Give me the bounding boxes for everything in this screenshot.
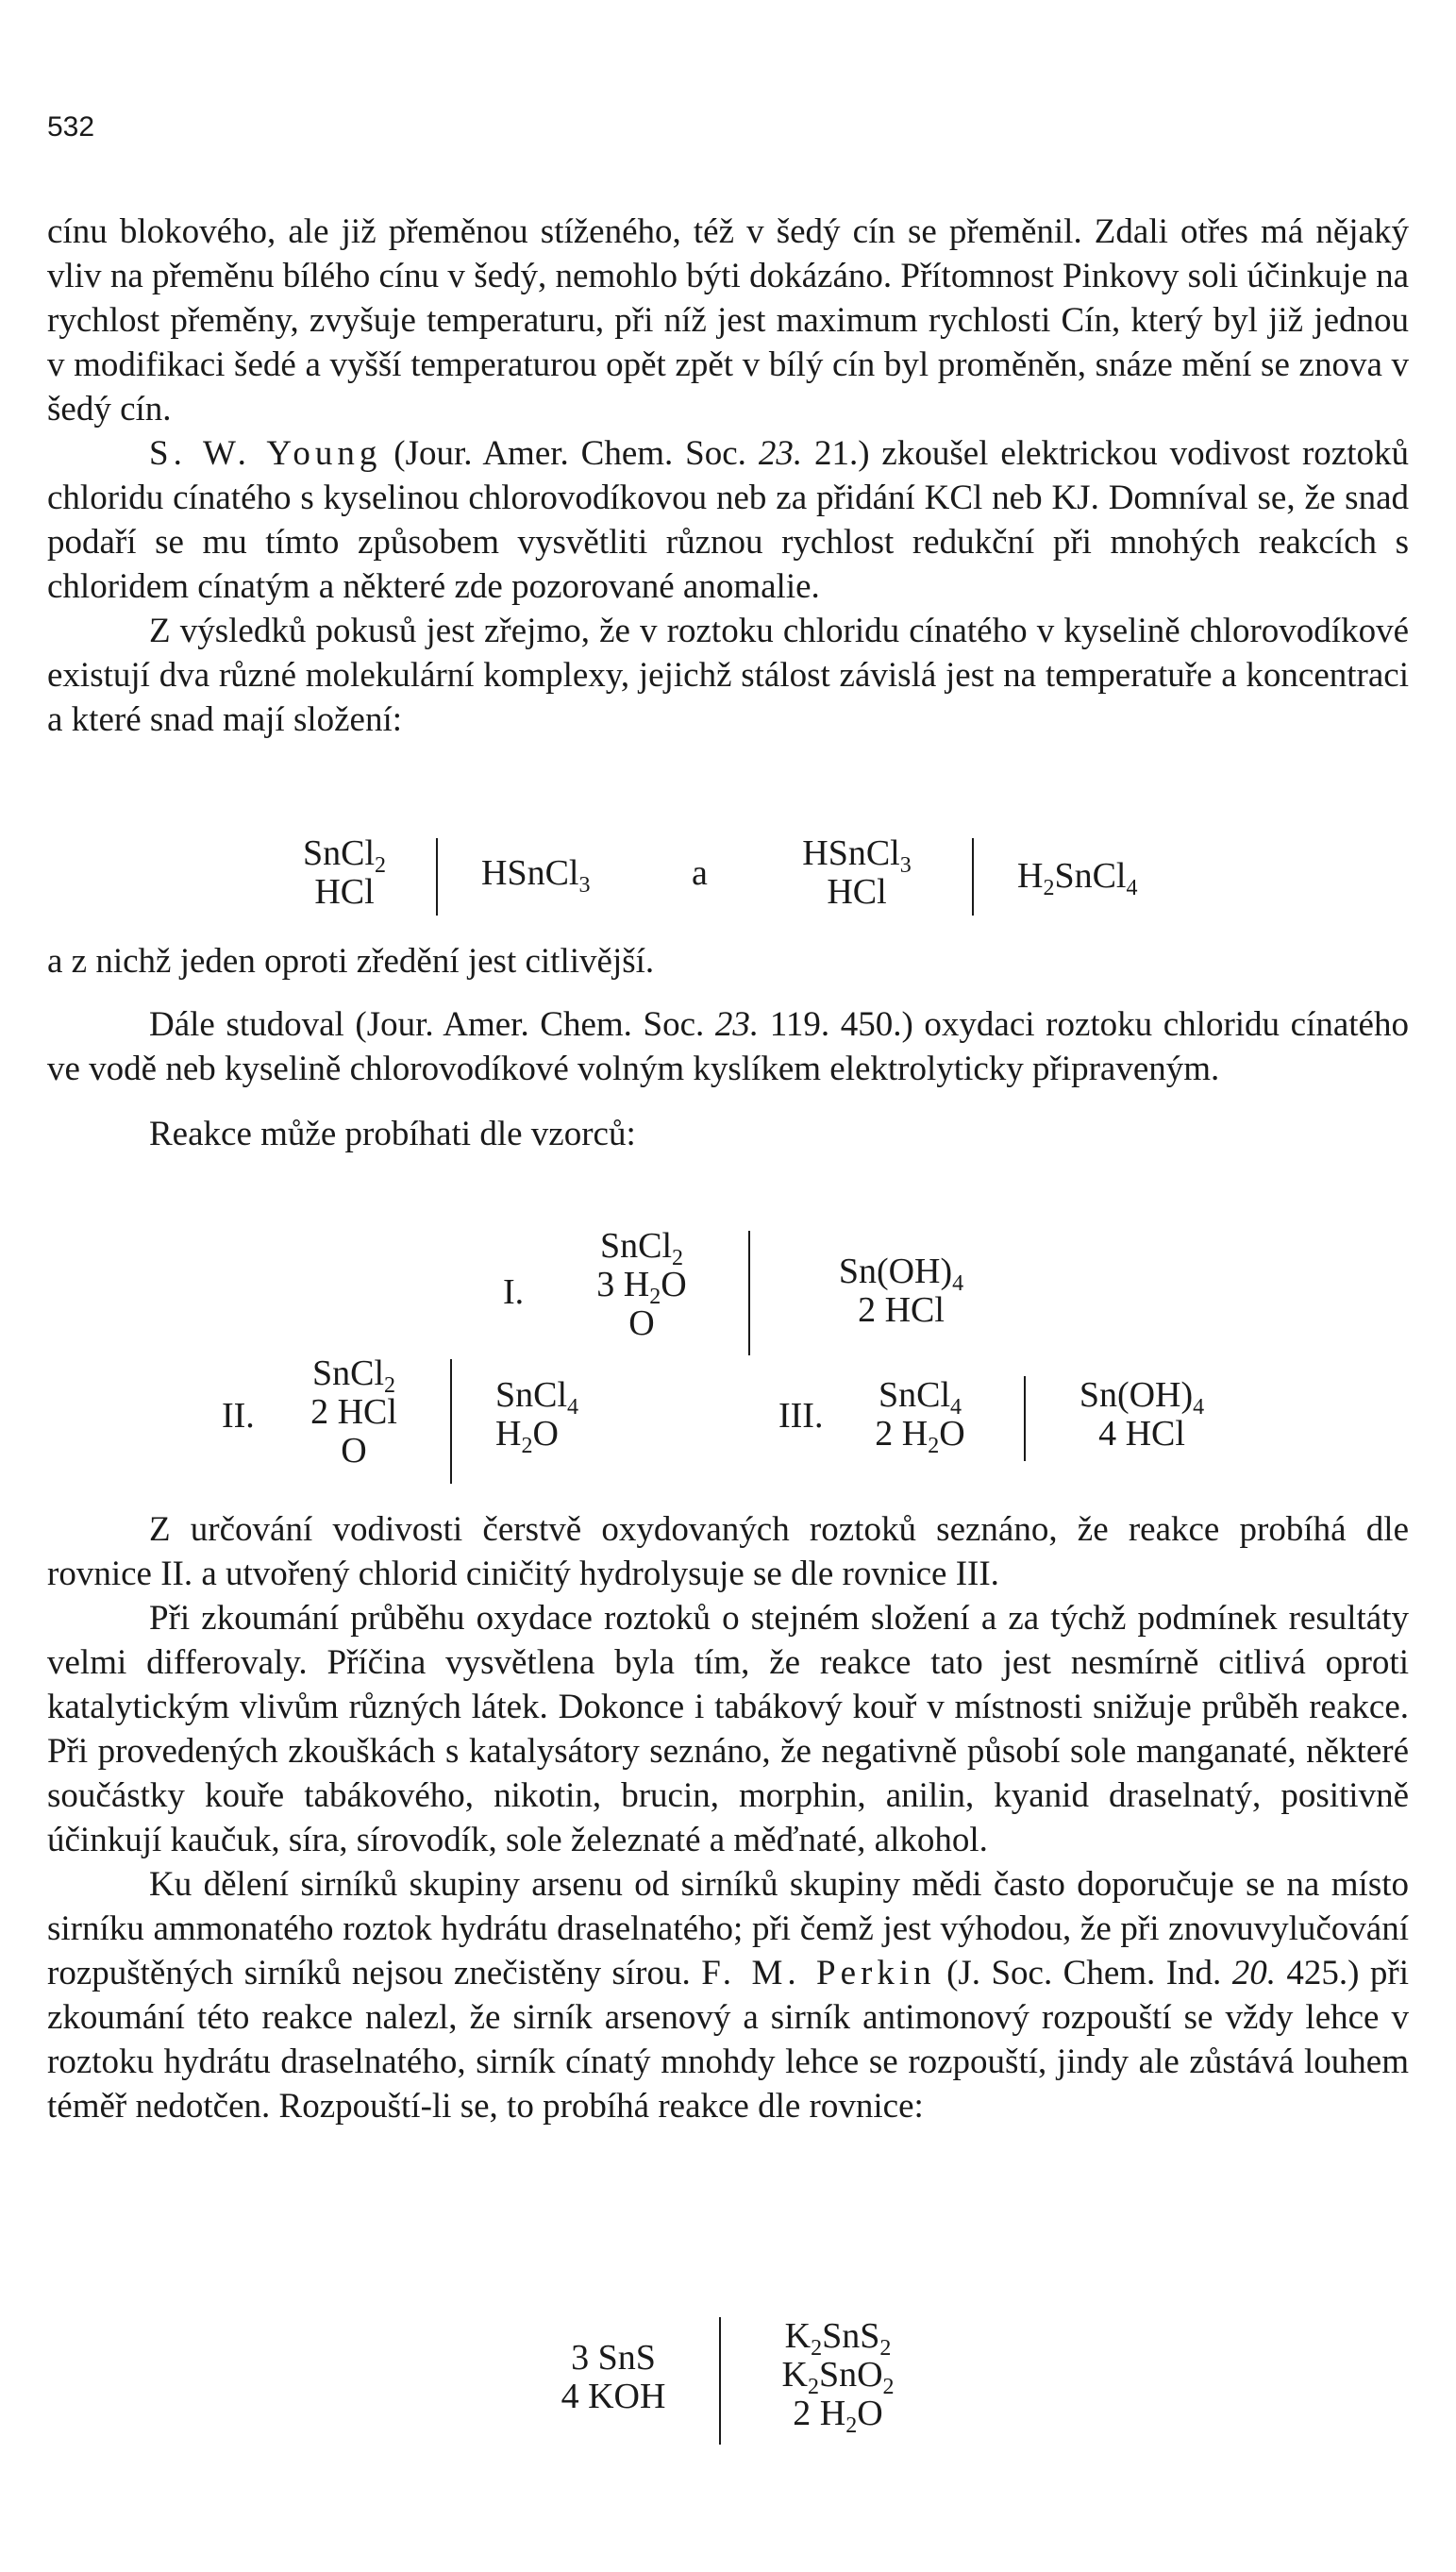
- paragraph-5: [47, 1002, 1409, 1091]
- eq5-left: 3 SnS 4 KOH: [561, 2338, 666, 2416]
- paragraph-2-text: 21.) zkoušel elektrickou vodivost roztoků chloridu cínatého s kyselinou chlorovodíkovou neb za přidání KCl neb KJ. Domníval se, že snad podaří se mu tímto způsobem vysvětliti různou rychlost redukční při mnohých reakcích s chloridem cínatým a některé zde pozorované anomalie.: [47, 434, 1409, 606]
- eq1-left: SnCl$_2$ HCl: [302, 833, 387, 912]
- paragraph-8: Při zkoumání průběhu oxydace roztoků o stejném složení a za týchž podmínek resultáty velmi differovaly. Příčina vysvětlena byla tím, že reakce tato jest nesmírně citlivá oproti katalytickým vlivům různých látek. Dokonce i tabákový kouř v místnosti snižuje průběh reakce. Při provedených zkouškách s katalysátory seznáno, že negativně působí sole manganaté, některé součástky kouře tabákového, nikotin, brucin, morphin, anilin, kyanid draselnatý, positivně účinkují kaučuk, síra, sírovodík, sole železnaté a měďnaté, alkohol.: [47, 1599, 1409, 1859]
- volume-young-2: 23.: [714, 1005, 760, 1044]
- paragraph-2: [47, 431, 1409, 609]
- eq-I-divider: [748, 1231, 750, 1355]
- text-block-top: [47, 210, 1409, 742]
- eq-III-label: III.: [778, 1396, 824, 1436]
- volume-young: 23.: [758, 434, 803, 473]
- ref-perkin: (J. Soc. Chem. Ind.: [935, 1954, 1232, 1992]
- eq1-d: $H_2SnCl_4$: [1017, 856, 1138, 900]
- eq-III-divider: [1024, 1376, 1026, 1461]
- text-block-middle: [47, 939, 1409, 1156]
- author-young: S. W. Young: [149, 434, 382, 473]
- eq-I-right: $Sn(OH)_4$ 2 HCl: [838, 1252, 964, 1330]
- eq-III-left: SnCl$_4$ 2 $H_2O$: [875, 1375, 965, 1458]
- eq-I-left: SnCl$_2$ 3 $H_2O$ O: [596, 1226, 687, 1343]
- eq-II-divider: [450, 1359, 452, 1484]
- ref-young-2: Dále studoval (Jour. Amer. Chem. Soc.: [149, 1005, 715, 1044]
- paragraph-9: [47, 1862, 1409, 2128]
- eq1-conj: a: [692, 853, 708, 893]
- volume-perkin: 20.: [1231, 1954, 1276, 1992]
- ref-young: (Jour. Amer. Chem. Soc.: [381, 434, 759, 473]
- eq1-divider-1: [436, 838, 438, 916]
- eq-II-right: SnCl$_4$ $H_2O$: [495, 1375, 579, 1458]
- eq1-c: HSnCl$_3$ HCl: [802, 833, 912, 912]
- paragraph-4: a z nichž jeden oproti zředění jest citlivější.: [47, 942, 655, 981]
- paragraph-9-start: Ku dělení sirníků skupiny arsenu od sirníků skupiny mědi často doporučuje se na místo sirníku ammonatého roztok hydrátu draselnatého; při čemž jest výhodou, že při znovuvylučování rozpuštěných sirníků nejsou znečistěny sírou.: [47, 1865, 1409, 1992]
- eq-I-label: I.: [503, 1272, 525, 1312]
- eq1-divider-2: [972, 838, 974, 916]
- paragraph-7: Z určování vodivosti čerstvě oxydovaných roztoků seznáno, že reakce probíhá dle rovnice II. a utvořený chlorid ciničitý hydrolysuje se dle rovnice III.: [47, 1510, 1409, 1593]
- paragraph-6: Reakce může probíhati dle vzorců:: [149, 1115, 636, 1153]
- eq5-divider: [719, 2317, 721, 2445]
- paragraph-3: Z výsledků pokusů jest zřejmo, že v roztoku chloridu cínatého v kyselině chlorovodíkové existují dva různé molekulární komplexy, jejichž stálost závislá jest na temperatuře a koncentraci a které snad mají složení:: [47, 612, 1409, 739]
- eq5-right: $K_2SnS_2$ $K_2SnO_2$ 2 $H_2O$: [781, 2316, 895, 2438]
- text-block-bottom: [47, 1507, 1409, 2128]
- author-perkin: F. M. Perkin: [701, 1954, 936, 1992]
- paragraph-1: cínu blokového, ale již přeměnou stíženého, též v šedý cín se přeměnil. Zdali otřes má nějaký vliv na přeměnu bílého cínu v šedý, nemohlo býti dokázáno. Přítomnost Pinkovy soli účinkuje na rychlost přeměny, zvyšuje temperaturu, při níž jest maximum rychlosti Cín, který byl již jednou v modifikaci šedé a vyšší temperaturou opět zpět v bílý cín byl proměněn, snáze mění se znova v šedý cín.: [47, 212, 1409, 429]
- eq-II-left: SnCl$_2$ 2 HCl O: [310, 1353, 397, 1471]
- eq-III-right: $Sn(OH)_4$ 4 HCl: [1079, 1375, 1205, 1454]
- eq-II-label: II.: [222, 1396, 255, 1436]
- paragraph-5-text: 119. 450.) oxydaci roztoku chloridu cínatého ve vodě neb kyselině chlorovodíkové volným kyslíkem elektrolyticky připraveným.: [47, 1005, 1409, 1088]
- eq1-b: HSnCl$_3$: [481, 853, 591, 898]
- paragraph-9-text: 425.) při zkoumání této reakce nalezl, že sirník arsenový a sirník antimonový rozpouští se vždy lehce v roztoku hydrátu draselnatého, sirník cínatý mnohdy lehce se rozpouští, jindy ale zůstává louhem téměř nedotčen. Rozpouští-li se, to probíhá reakce dle rovnice:: [47, 1954, 1409, 2126]
- page-number: 532: [47, 111, 95, 143]
